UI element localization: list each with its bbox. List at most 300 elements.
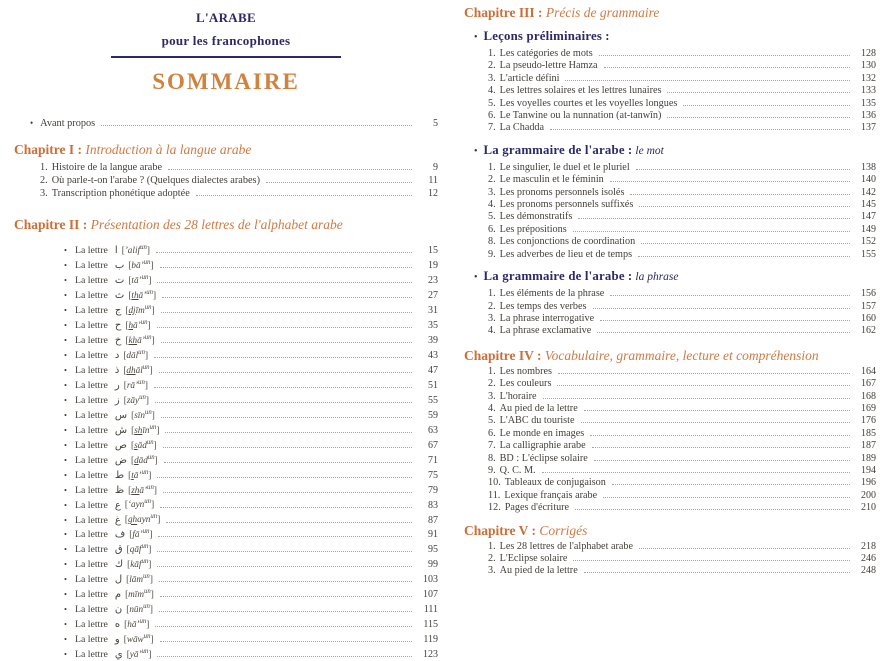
item-number: 2. [488, 553, 496, 564]
toc-row [488, 122, 876, 134]
arabic-letter-glyph: د [114, 349, 120, 361]
item-label: Les lettres solaires et les lettres lunaires [499, 85, 662, 97]
letter-label: La lettre [74, 424, 108, 436]
letter-label: La lettre [74, 529, 108, 541]
dot-leader [154, 357, 412, 358]
item-label: Le masculin et le féminin [499, 174, 604, 186]
arabic-letter-glyph: ح [114, 319, 122, 331]
page-number: 130 [861, 60, 876, 72]
item-label: Les pronoms personnels suffixés [499, 199, 634, 211]
page-number: 162 [861, 325, 876, 337]
page-number: 5 [433, 118, 438, 129]
page-number: 75 [428, 469, 438, 481]
toc-row [488, 162, 876, 174]
dot-leader [543, 398, 850, 399]
page-number: 185 [861, 427, 876, 439]
bullet-icon: • [64, 499, 67, 510]
transliteration: [mīm$^{un}$] [125, 588, 154, 600]
bullet-icon: • [64, 559, 67, 570]
chapter-2-heading: Chapitre II : Présentation des 28 lettres de l'alphabet arabe [14, 217, 343, 232]
bullet-icon: • [64, 364, 67, 375]
page-number: 39 [428, 334, 438, 346]
letter-toc-row [64, 437, 438, 452]
item-label: L'horaire [499, 390, 537, 402]
page-number: 111 [423, 604, 438, 616]
page-number: 55 [428, 394, 438, 406]
letter-label: La lettre [74, 289, 108, 301]
dot-leader [165, 432, 412, 433]
item-number: 4. [488, 85, 496, 97]
transliteration: [zāy$^{un}$] [123, 393, 149, 405]
letter-toc-row [64, 496, 438, 511]
letter-toc-row [64, 601, 438, 616]
toc-row [488, 224, 876, 236]
item-label: La pseudo-lettre Hamza [499, 60, 598, 72]
item-number: 6. [488, 110, 496, 122]
page-number: 138 [861, 161, 876, 173]
item-label: Les voyelles courtes et les voyelles longues [499, 97, 678, 109]
dot-leader [161, 342, 412, 343]
page-number: 27 [428, 289, 438, 301]
dot-leader [101, 125, 412, 126]
letter-toc-row [64, 646, 438, 661]
arabic-letter-glyph: ي [114, 649, 123, 661]
transliteration: [nūn$^{un}$] [126, 603, 153, 615]
letter-toc-row [64, 362, 438, 377]
page-number: 145 [861, 199, 876, 211]
page-number: 167 [861, 378, 876, 390]
page-number: 176 [861, 415, 876, 427]
page-number: 11 [428, 175, 438, 186]
page-number: 133 [861, 85, 876, 97]
item-label: Les nombres [499, 365, 552, 377]
item-number: 10. [488, 477, 501, 489]
transliteration: [sīn$^{un}$] [131, 408, 155, 420]
bullet-icon: • [64, 245, 67, 256]
item-number: 8. [488, 452, 496, 464]
item-label: Le monde en images [499, 427, 585, 439]
bullet-icon: • [64, 379, 67, 390]
transliteration: [lām$^{un}$] [126, 573, 153, 585]
item-number: 1. [488, 540, 496, 552]
dot-leader [162, 297, 412, 298]
page-number: 132 [861, 72, 876, 84]
bullet-icon: • [64, 260, 67, 271]
item-label: Les prépositions [499, 223, 567, 235]
item-label: Pages d'écriture [504, 502, 570, 514]
item-label: Q. C. M. [499, 464, 536, 476]
arabic-letter-glyph: ر [114, 379, 120, 391]
chapter-1-heading: Chapitre I : Introduction à la langue arabe [14, 142, 252, 157]
item-label: Les pronoms personnels isolés [499, 186, 625, 198]
section-grammaire-mot-heading: • La grammaire de l'arabe : le mot [474, 142, 664, 157]
letter-toc-row [64, 631, 438, 646]
dot-leader [164, 462, 412, 463]
dot-leader [612, 484, 850, 485]
toc-row [488, 415, 876, 427]
transliteration: [thā’$^{un}$] [128, 288, 157, 300]
letter-toc-row [64, 392, 438, 407]
letter-label: La lettre [74, 544, 108, 556]
dot-leader [161, 312, 412, 313]
page-number: 160 [861, 312, 876, 324]
bullet-icon: • [64, 484, 67, 495]
transliteration: [dhāl$^{un}$] [123, 363, 153, 375]
dot-leader [603, 497, 850, 498]
dot-leader [639, 206, 850, 207]
toc-row [488, 236, 876, 248]
bullet-icon: • [64, 409, 67, 420]
page-number: 103 [423, 574, 438, 586]
page-number: 194 [861, 464, 876, 476]
page-number: 155 [861, 248, 876, 260]
dot-leader [597, 332, 850, 333]
page-number: 187 [861, 440, 876, 452]
page-number: 12 [428, 188, 438, 199]
letter-label: La lettre [74, 649, 108, 661]
page-number: 157 [861, 300, 876, 312]
toc-row [488, 440, 876, 452]
dot-leader [558, 373, 850, 374]
letter-toc-row [64, 272, 438, 287]
letter-label: La lettre [74, 634, 108, 646]
dot-leader [610, 181, 850, 182]
item-number: 1. [40, 162, 48, 173]
page-number: 35 [428, 319, 438, 331]
dot-leader [159, 372, 412, 373]
letter-label: La lettre [74, 349, 108, 361]
dot-leader [542, 472, 850, 473]
section-lecons-items [464, 48, 876, 135]
dot-leader [610, 295, 850, 296]
dot-leader [565, 80, 850, 81]
page-number: 123 [423, 649, 438, 661]
transliteration: [djīm$^{un}$] [125, 303, 155, 315]
item-label: Les éléments de la phrase [499, 288, 605, 300]
arabic-letter-glyph: ك [114, 559, 124, 571]
item-number: 2. [488, 174, 496, 186]
dot-leader [166, 522, 412, 523]
title-divider [111, 56, 341, 58]
page-title: SOMMAIRE [152, 69, 300, 94]
dot-leader [168, 169, 412, 170]
dot-leader [159, 611, 412, 612]
letter-label: La lettre [74, 499, 108, 511]
section-grammaire-phrase-items [464, 288, 876, 338]
transliteration: [shīn$^{un}$] [131, 423, 160, 435]
arabic-letter-glyph: غ [114, 514, 121, 526]
page-number: 149 [861, 223, 876, 235]
dot-leader [573, 560, 850, 561]
toc-row [40, 174, 438, 187]
page-number: 59 [428, 409, 438, 421]
bullet-icon: • [64, 334, 67, 345]
page-number: 63 [428, 424, 438, 436]
toc-row [40, 187, 438, 200]
item-number: 2. [40, 175, 48, 186]
bullet-icon: • [64, 304, 67, 315]
letter-label: La lettre [74, 394, 108, 406]
page-number: 43 [428, 349, 438, 361]
dot-leader [196, 195, 412, 196]
dot-leader [550, 129, 850, 130]
page-number: 99 [428, 559, 438, 571]
transliteration: [sād$^{un}$] [131, 438, 157, 450]
toc-row [488, 465, 876, 477]
letter-toc-row [64, 257, 438, 272]
dot-leader [590, 435, 850, 436]
item-number: 5. [488, 97, 496, 109]
arabic-letter-glyph: ص [114, 439, 127, 451]
letter-toc-row [64, 332, 438, 347]
letter-toc-row [64, 302, 438, 317]
page-number: 142 [861, 186, 876, 198]
dot-leader [683, 105, 850, 106]
item-number: 2. [488, 60, 496, 72]
toc-row [488, 553, 876, 565]
item-number: 1. [488, 161, 496, 173]
item-label: Les adverbes de lieu et de temps [499, 248, 633, 260]
toc-row [488, 490, 876, 502]
item-number: 5. [488, 415, 496, 427]
toc-row [488, 477, 876, 489]
item-label: Transcription phonétique adoptée [51, 188, 190, 199]
dot-leader [157, 477, 412, 478]
dot-leader [157, 566, 412, 567]
letter-toc-row [64, 616, 438, 631]
arabic-letter-glyph: ج [114, 304, 122, 316]
transliteration: [wāw$^{un}$] [123, 633, 154, 645]
dot-leader [581, 422, 851, 423]
bullet-icon: • [64, 319, 67, 330]
chapter-5-items [464, 541, 876, 578]
arabic-letter-glyph: ع [114, 499, 121, 511]
bullet-icon: • [64, 469, 67, 480]
dot-leader [638, 256, 850, 257]
dot-leader [157, 551, 412, 552]
letter-toc-row [64, 571, 438, 586]
page-number: 168 [861, 390, 876, 402]
letter-label: La lettre [74, 454, 108, 466]
bullet-icon: • [64, 275, 67, 285]
page-number: 140 [861, 174, 876, 186]
letter-label: La lettre [74, 589, 108, 601]
dot-leader [639, 548, 850, 549]
transliteration: [tā’$^{un}$] [128, 468, 152, 480]
transliteration: [khā’$^{un}$] [125, 333, 155, 345]
page-number: 47 [428, 364, 438, 376]
arabic-letter-glyph: ذ [114, 364, 120, 376]
page-number: 9 [433, 162, 438, 173]
arabic-letter-glyph: ظ [114, 484, 125, 496]
item-label: L'Eclipse solaire [499, 553, 568, 564]
arabic-letter-glyph: ق [114, 544, 123, 556]
item-number: 3. [488, 72, 496, 84]
page-number: 128 [861, 48, 876, 59]
letter-label: La lettre [74, 619, 108, 631]
transliteration: [dāl$^{un}$] [123, 348, 149, 360]
dot-leader [592, 447, 850, 448]
bullet-icon: • [64, 649, 67, 660]
item-label: Les temps des verbes [499, 300, 587, 312]
letter-toc-row [64, 347, 438, 362]
letter-label: La lettre [74, 245, 108, 257]
page-number: 79 [428, 484, 438, 496]
toc-row [488, 378, 876, 390]
item-label: Le Tanwine ou la nunnation (at-tanwīn) [499, 110, 662, 122]
letter-toc-row [64, 377, 438, 392]
transliteration: [fā’$^{un}$] [129, 528, 153, 540]
avant-propos-row [14, 117, 438, 130]
chapter-5-heading: Chapitre V : Corrigés [464, 522, 588, 538]
bullet-icon: • [64, 349, 67, 360]
dot-leader [155, 402, 412, 403]
item-number: 4. [488, 402, 496, 414]
page-number: 246 [861, 553, 876, 564]
toc-row [488, 110, 876, 122]
letter-toc-row [64, 452, 438, 467]
dot-leader [157, 282, 412, 283]
toc-row [488, 85, 876, 97]
arabic-letter-glyph: ل [114, 574, 123, 586]
bullet-icon: • [64, 574, 67, 585]
arabic-letter-glyph: ن [114, 604, 123, 616]
dot-leader [160, 507, 412, 508]
page-number: 196 [861, 477, 876, 489]
chapter-1-items [14, 161, 438, 200]
item-label: La phrase interrogative [499, 312, 595, 324]
book-title: L'ARABE [196, 10, 256, 25]
dot-leader [593, 308, 851, 309]
page-number: 23 [428, 275, 438, 286]
arabic-letter-glyph: خ [114, 334, 122, 346]
letter-label: La lettre [74, 604, 108, 616]
item-number: 3. [488, 565, 496, 577]
page-number: 87 [428, 514, 438, 526]
dot-leader [584, 572, 850, 573]
item-number: 4. [488, 325, 496, 337]
letter-label: La lettre [74, 469, 108, 481]
bullet-icon: • [474, 32, 478, 43]
dot-leader [667, 92, 850, 93]
item-label: La Chadda [499, 122, 545, 134]
page-number: 200 [861, 489, 876, 501]
bullet-icon: • [64, 544, 67, 555]
item-label: Histoire de la langue arabe [51, 162, 163, 173]
item-label: La calligraphie arabe [499, 440, 586, 452]
bullet-icon: • [64, 424, 67, 435]
bullet-icon: • [64, 589, 67, 600]
book-title-block [14, 10, 438, 58]
bullet-icon: • [64, 439, 67, 450]
arabic-letter-glyph: ف [114, 529, 126, 541]
dot-leader [161, 417, 412, 418]
dot-leader [157, 327, 412, 328]
dot-leader [156, 252, 412, 253]
page-number: 51 [428, 379, 438, 391]
dot-leader [154, 387, 412, 388]
page-number: 152 [861, 236, 876, 248]
item-number: 7. [488, 440, 496, 452]
toc-row [488, 187, 876, 199]
item-label: Où parle-t-on l'arabe ? (Quelques dialectes arabes) [51, 175, 260, 186]
letter-label: La lettre [74, 409, 108, 421]
page-number: 19 [428, 260, 438, 272]
letter-label: La lettre [74, 334, 108, 346]
toc-row [488, 453, 876, 465]
dot-leader [594, 460, 850, 461]
toc-row [488, 301, 876, 313]
arabic-letter-glyph: ش [114, 424, 128, 436]
item-label: Au pied de la lettre [499, 402, 578, 414]
letter-toc-row [64, 556, 438, 571]
page-number: 15 [428, 245, 438, 257]
letter-toc-row [64, 467, 438, 482]
item-label: Les catégories de mots [499, 48, 593, 59]
toc-row [40, 161, 438, 174]
letter-label: La lettre [74, 559, 108, 571]
section-grammaire-mot-items [464, 162, 876, 261]
letter-label: La lettre [74, 379, 108, 391]
letter-toc-row [64, 422, 438, 437]
dot-leader [573, 231, 850, 232]
letter-toc-row [64, 482, 438, 497]
dot-leader [599, 55, 850, 56]
page-number: 71 [428, 454, 438, 466]
transliteration: [hā’$^{un}$] [124, 618, 150, 630]
item-label: Les conjonctions de coordination [499, 236, 636, 248]
chapter-4-heading: Chapitre IV : Vocabulaire, grammaire, lecture et compréhension [464, 347, 819, 363]
item-number: 12. [488, 502, 501, 514]
dot-leader [163, 447, 412, 448]
item-number: 3. [488, 186, 496, 198]
toc-row [488, 174, 876, 186]
bullet-icon: • [474, 145, 478, 157]
letter-toc-row [64, 242, 438, 257]
item-number: 1. [488, 288, 496, 300]
bullet-icon: • [64, 394, 67, 405]
item-label: Le singulier, le duel et le pluriel [499, 161, 630, 173]
dot-leader [157, 656, 412, 657]
page-number: 248 [861, 565, 876, 577]
transliteration: [rā’$^{un}$] [123, 378, 148, 390]
item-label: Au pied de la lettre [499, 565, 578, 577]
toc-row [488, 428, 876, 440]
page-number: 169 [861, 402, 876, 414]
toc-row [488, 565, 876, 577]
toc-row [488, 366, 876, 378]
transliteration: [‘ayn$^{un}$] [124, 498, 155, 510]
item-number: 3. [488, 312, 496, 324]
toc-row [488, 249, 876, 261]
dot-leader [158, 536, 412, 537]
item-label: Les 28 lettres de l'alphabet arabe [499, 540, 634, 552]
letter-toc-row [64, 407, 438, 422]
dot-leader [163, 492, 412, 493]
page-number: 119 [423, 634, 438, 646]
letter-label: La lettre [74, 364, 108, 376]
transliteration: [zhā’$^{un}$] [128, 483, 157, 495]
letter-toc-row [64, 526, 438, 541]
letter-label: La lettre [74, 260, 108, 272]
toc-row [488, 403, 876, 415]
item-label: Avant propos [40, 118, 96, 129]
transliteration: [tā’$^{un}$] [128, 273, 152, 285]
toc-row [488, 313, 876, 325]
dot-leader [630, 194, 850, 195]
dot-leader [636, 169, 850, 170]
letter-toc-row [64, 586, 438, 601]
